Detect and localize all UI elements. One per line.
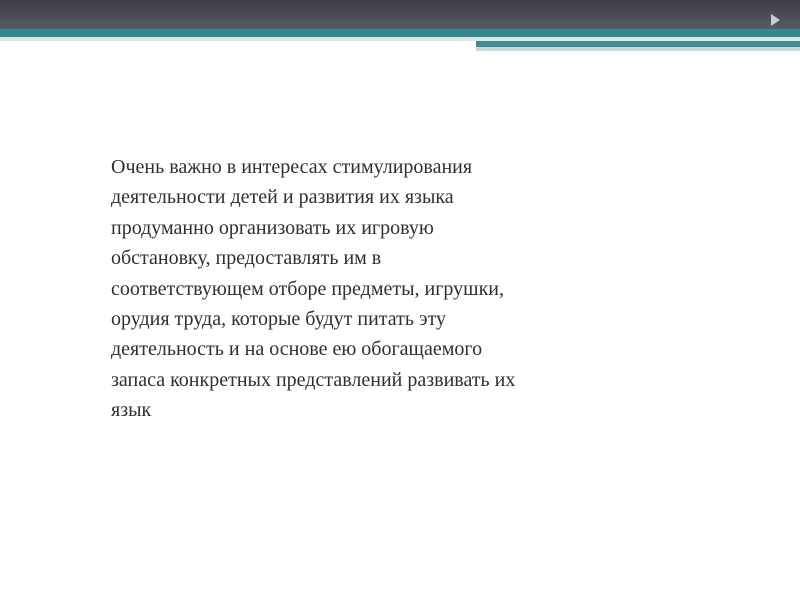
header-light-band-lower (476, 47, 800, 51)
header-accent-stripe (0, 29, 800, 37)
triangle-right-icon (771, 14, 780, 26)
slide-body-text: Очень важно в интересах стимулирования деятельности детей и развития их языка продуманно организовать их игровую обстановку, предоставлять им в соответствующем отборе предметы, игрушки, орудия труда, которые будут питать эту деятельность и на основе ею обогащаемого запаса конкретных представлений развивать их язык (111, 156, 516, 422)
slide-header-bar (0, 0, 800, 29)
